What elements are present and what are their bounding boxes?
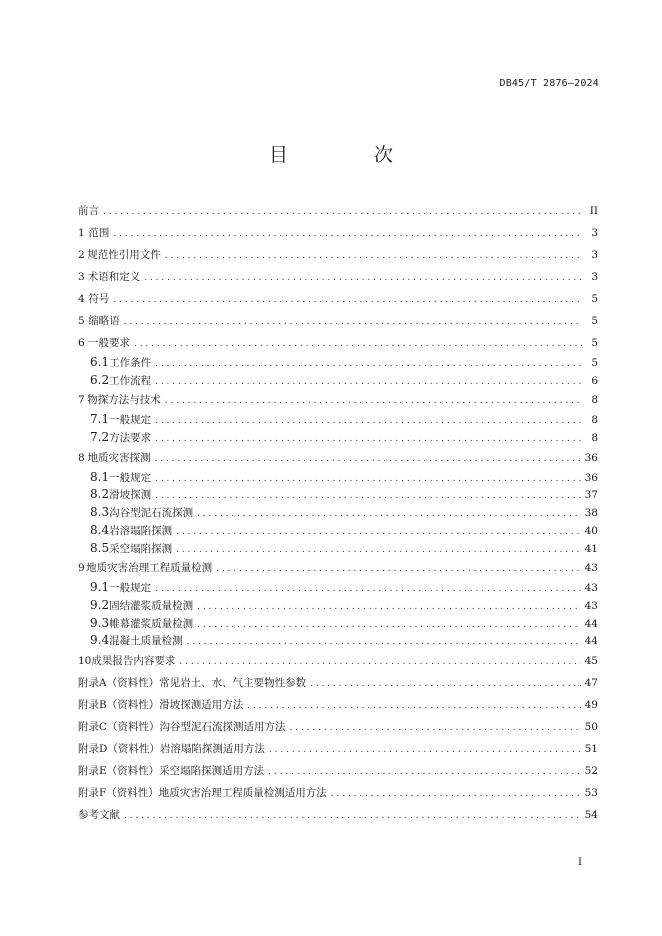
toc-entry-label: 工作条件 <box>109 357 152 369</box>
toc-entry-label: 物探方法与技术 <box>87 394 161 407</box>
toc-entry-label: 工作流程 <box>109 374 152 387</box>
toc-dot-leader <box>144 267 582 289</box>
toc-entry-page: 5 <box>591 337 598 349</box>
toc-dot-leader <box>197 617 581 635</box>
toc-entry-label: 术语和定义 <box>87 271 141 283</box>
toc-dot-leader <box>179 651 580 673</box>
toc-entry-label: 沟谷型泥石流探测适用方法 <box>159 720 286 733</box>
toc-entry-label: 成果报告内容要求 <box>91 654 176 667</box>
toc-entry-label: 前言 <box>78 205 99 217</box>
toc-entry[interactable] <box>78 760 598 782</box>
toc-entry-number: 8.1 <box>90 469 110 484</box>
toc-entry-label: 常见岩土、水、气主要物性参数 <box>159 676 307 689</box>
toc-entry[interactable] <box>78 504 598 522</box>
toc-entry-number: 3 <box>78 271 85 283</box>
toc-dot-leader <box>124 311 582 333</box>
toc-dot-leader <box>247 695 580 717</box>
toc-entry-page: 43 <box>584 562 598 575</box>
toc-entry-number: 6.1 <box>90 355 110 369</box>
toc-entry[interactable] <box>78 486 598 504</box>
toc-entry[interactable] <box>78 447 598 469</box>
toc-entry-label: 范围 <box>88 227 110 239</box>
toc-entry-page: 43 <box>584 599 598 612</box>
toc-entry[interactable] <box>78 429 598 447</box>
toc-entry[interactable] <box>78 310 598 332</box>
toc-entry-page: 8 <box>591 394 598 407</box>
toc-dot-leader <box>124 805 581 827</box>
toc-entry-number: 8.4 <box>90 522 110 537</box>
toc-entry-number: 附录F（资料性） <box>78 786 159 799</box>
toc-entry[interactable] <box>78 266 598 288</box>
toc-entry-page: 3 <box>591 271 598 283</box>
toc-entry-label: 一般规定 <box>109 582 152 595</box>
table-of-contents <box>78 200 598 826</box>
toc-dot-leader <box>155 488 581 506</box>
toc-entry[interactable] <box>78 411 598 429</box>
toc-dot-leader <box>197 506 581 524</box>
toc-entry-label: 采空塌陷探测 <box>109 542 173 555</box>
toc-dot-leader <box>134 333 582 355</box>
toc-entry[interactable] <box>78 632 598 650</box>
toc-entry-page: 36 <box>584 451 598 464</box>
toc-entry-label: 采空塌陷探测适用方法 <box>159 764 265 777</box>
toc-entry-number: 10 <box>78 654 92 667</box>
toc-entry-label: 参考文献 <box>78 808 120 821</box>
toc-entry-page: II <box>589 205 598 217</box>
toc-dot-leader <box>187 634 581 652</box>
toc-entry-label: 地质灾害探测 <box>87 451 151 464</box>
toc-entry[interactable] <box>78 288 598 310</box>
toc-entry-page: 44 <box>584 617 598 630</box>
toc-entry-page: 54 <box>584 808 598 821</box>
toc-entry-page: 52 <box>584 764 598 777</box>
toc-entry[interactable] <box>78 244 598 266</box>
toc-dot-leader <box>176 524 581 542</box>
toc-entry[interactable] <box>78 694 598 716</box>
toc-dot-leader <box>165 245 582 267</box>
toc-entry-label: 岩溶塌陷探测 <box>109 524 173 537</box>
toc-entry-number: 8 <box>78 451 85 464</box>
toc-entry[interactable] <box>78 222 598 244</box>
toc-entry-label: 地质灾害治理工程质量检测 <box>86 562 213 575</box>
toc-dot-leader <box>113 289 582 311</box>
toc-entry-label: 缩略语 <box>88 315 120 327</box>
toc-entry-number: 9.4 <box>90 633 110 648</box>
document-code: DB45/T 2876—2024 <box>499 78 599 89</box>
toc-entry-label: 沟谷型泥石流探测 <box>109 507 194 520</box>
toc-entry-page: 8 <box>591 432 598 445</box>
toc-entry-page: 50 <box>584 720 598 733</box>
toc-entry-number: 4 <box>78 293 85 305</box>
toc-entry[interactable] <box>78 782 598 804</box>
toc-entry-label: 地质灾害治理工程质量检测适用方法 <box>158 786 327 799</box>
toc-entry-label: 岩溶塌陷探测适用方法 <box>159 742 265 755</box>
toc-entry-label: 滑坡探测 <box>109 489 152 502</box>
toc-entry-number: 附录A（资料性） <box>78 676 160 689</box>
toc-entry-number: 6 <box>78 337 85 349</box>
toc-dot-leader <box>155 356 582 374</box>
toc-entry-number: 8.3 <box>90 505 110 520</box>
toc-entry-number: 附录E（资料性） <box>78 764 160 777</box>
toc-dot-leader <box>165 390 582 412</box>
toc-entry-page: 47 <box>584 676 598 689</box>
toc-entry[interactable] <box>78 540 598 558</box>
toc-dot-leader <box>197 599 581 617</box>
toc-entry-page: 5 <box>591 315 598 327</box>
toc-entry-label: 混凝土质量检测 <box>109 635 183 648</box>
toc-dot-leader <box>155 431 582 449</box>
toc-dot-leader <box>155 471 581 489</box>
toc-entry[interactable] <box>78 332 598 354</box>
toc-entry-page: 43 <box>584 582 598 595</box>
toc-entry-number: 1 <box>78 227 85 239</box>
toc-entry-label: 滑坡探测适用方法 <box>159 698 244 711</box>
toc-dot-leader <box>103 201 582 223</box>
page-title: 目 次 <box>268 144 434 166</box>
toc-dot-leader <box>176 542 581 560</box>
toc-dot-leader <box>155 581 581 599</box>
toc-entry-page: 45 <box>584 654 598 667</box>
toc-entry[interactable] <box>78 557 598 579</box>
toc-entry-label: 帷幕灌浆质量检测 <box>109 617 194 630</box>
toc-entry-page: 49 <box>584 698 598 711</box>
toc-entry-page: 36 <box>584 471 598 484</box>
toc-entry[interactable] <box>78 650 598 672</box>
toc-entry[interactable] <box>78 389 598 411</box>
toc-entry-page: 41 <box>584 542 598 555</box>
toc-entry-number: 8.2 <box>90 487 110 502</box>
page-number: I <box>578 857 582 868</box>
toc-entry-page: 3 <box>591 227 598 239</box>
toc-entry[interactable] <box>78 716 598 738</box>
toc-entry-page: 51 <box>584 742 598 755</box>
toc-dot-leader <box>155 374 582 392</box>
toc-entry-label: 固结灌浆质量检测 <box>109 599 194 612</box>
toc-entry-page: 38 <box>584 507 598 520</box>
toc-entry[interactable] <box>78 615 598 633</box>
toc-entry-number: 9.3 <box>90 615 110 630</box>
toc-dot-leader <box>269 739 581 761</box>
toc-dot-leader <box>154 448 580 470</box>
toc-entry-number: 7.2 <box>90 430 110 445</box>
toc-dot-leader <box>216 558 581 580</box>
toc-entry-label: 一般要求 <box>87 337 130 349</box>
toc-entry-label: 规范性引用文件 <box>87 249 161 261</box>
toc-entry-number: 7 <box>78 394 85 407</box>
toc-dot-leader <box>331 783 581 805</box>
toc-entry[interactable] <box>78 469 598 487</box>
toc-entry-page: 40 <box>584 524 598 537</box>
toc-entry-page: 3 <box>591 249 598 261</box>
toc-entry-page: 37 <box>584 489 598 502</box>
toc-entry[interactable] <box>78 672 598 694</box>
toc-entry-number: 9.1 <box>90 580 110 595</box>
toc-entry-number: 7.1 <box>90 412 110 427</box>
toc-entry-number: 8.5 <box>90 540 110 555</box>
toc-entry[interactable] <box>78 804 598 826</box>
toc-entry-number: 9 <box>78 562 85 575</box>
toc-dot-leader <box>290 717 581 739</box>
toc-entry[interactable] <box>78 200 598 222</box>
toc-entry-label: 方法要求 <box>109 432 152 445</box>
toc-entry-page: 5 <box>591 293 598 305</box>
toc-entry[interactable] <box>78 522 598 540</box>
toc-entry-number: 9.2 <box>90 597 110 612</box>
toc-entry-number: 5 <box>78 315 85 327</box>
toc-entry[interactable] <box>78 597 598 615</box>
toc-dot-leader <box>113 223 582 245</box>
toc-entry-label: 符号 <box>88 293 110 305</box>
toc-entry-page: 5 <box>591 357 598 369</box>
toc-entry[interactable] <box>78 354 598 372</box>
toc-dot-leader <box>268 761 580 783</box>
toc-entry-label: 一般规定 <box>109 414 152 427</box>
toc-entry[interactable] <box>78 738 598 760</box>
toc-entry-page: 8 <box>591 414 598 427</box>
toc-entry-number: 2 <box>78 249 85 261</box>
toc-entry-number: 附录B（资料性） <box>78 698 160 711</box>
toc-entry-number: 6.2 <box>90 372 110 387</box>
toc-entry[interactable] <box>78 372 598 390</box>
toc-dot-leader <box>155 413 582 431</box>
toc-dot-leader <box>310 673 581 695</box>
toc-entry-number: 附录C（资料性） <box>78 720 160 733</box>
toc-entry-label: 一般规定 <box>109 471 152 484</box>
toc-entry-number: 附录D（资料性） <box>78 742 160 755</box>
toc-entry[interactable] <box>78 579 598 597</box>
toc-entry-page: 44 <box>584 635 598 648</box>
toc-entry-page: 6 <box>591 374 598 387</box>
toc-entry-page: 53 <box>584 786 598 799</box>
